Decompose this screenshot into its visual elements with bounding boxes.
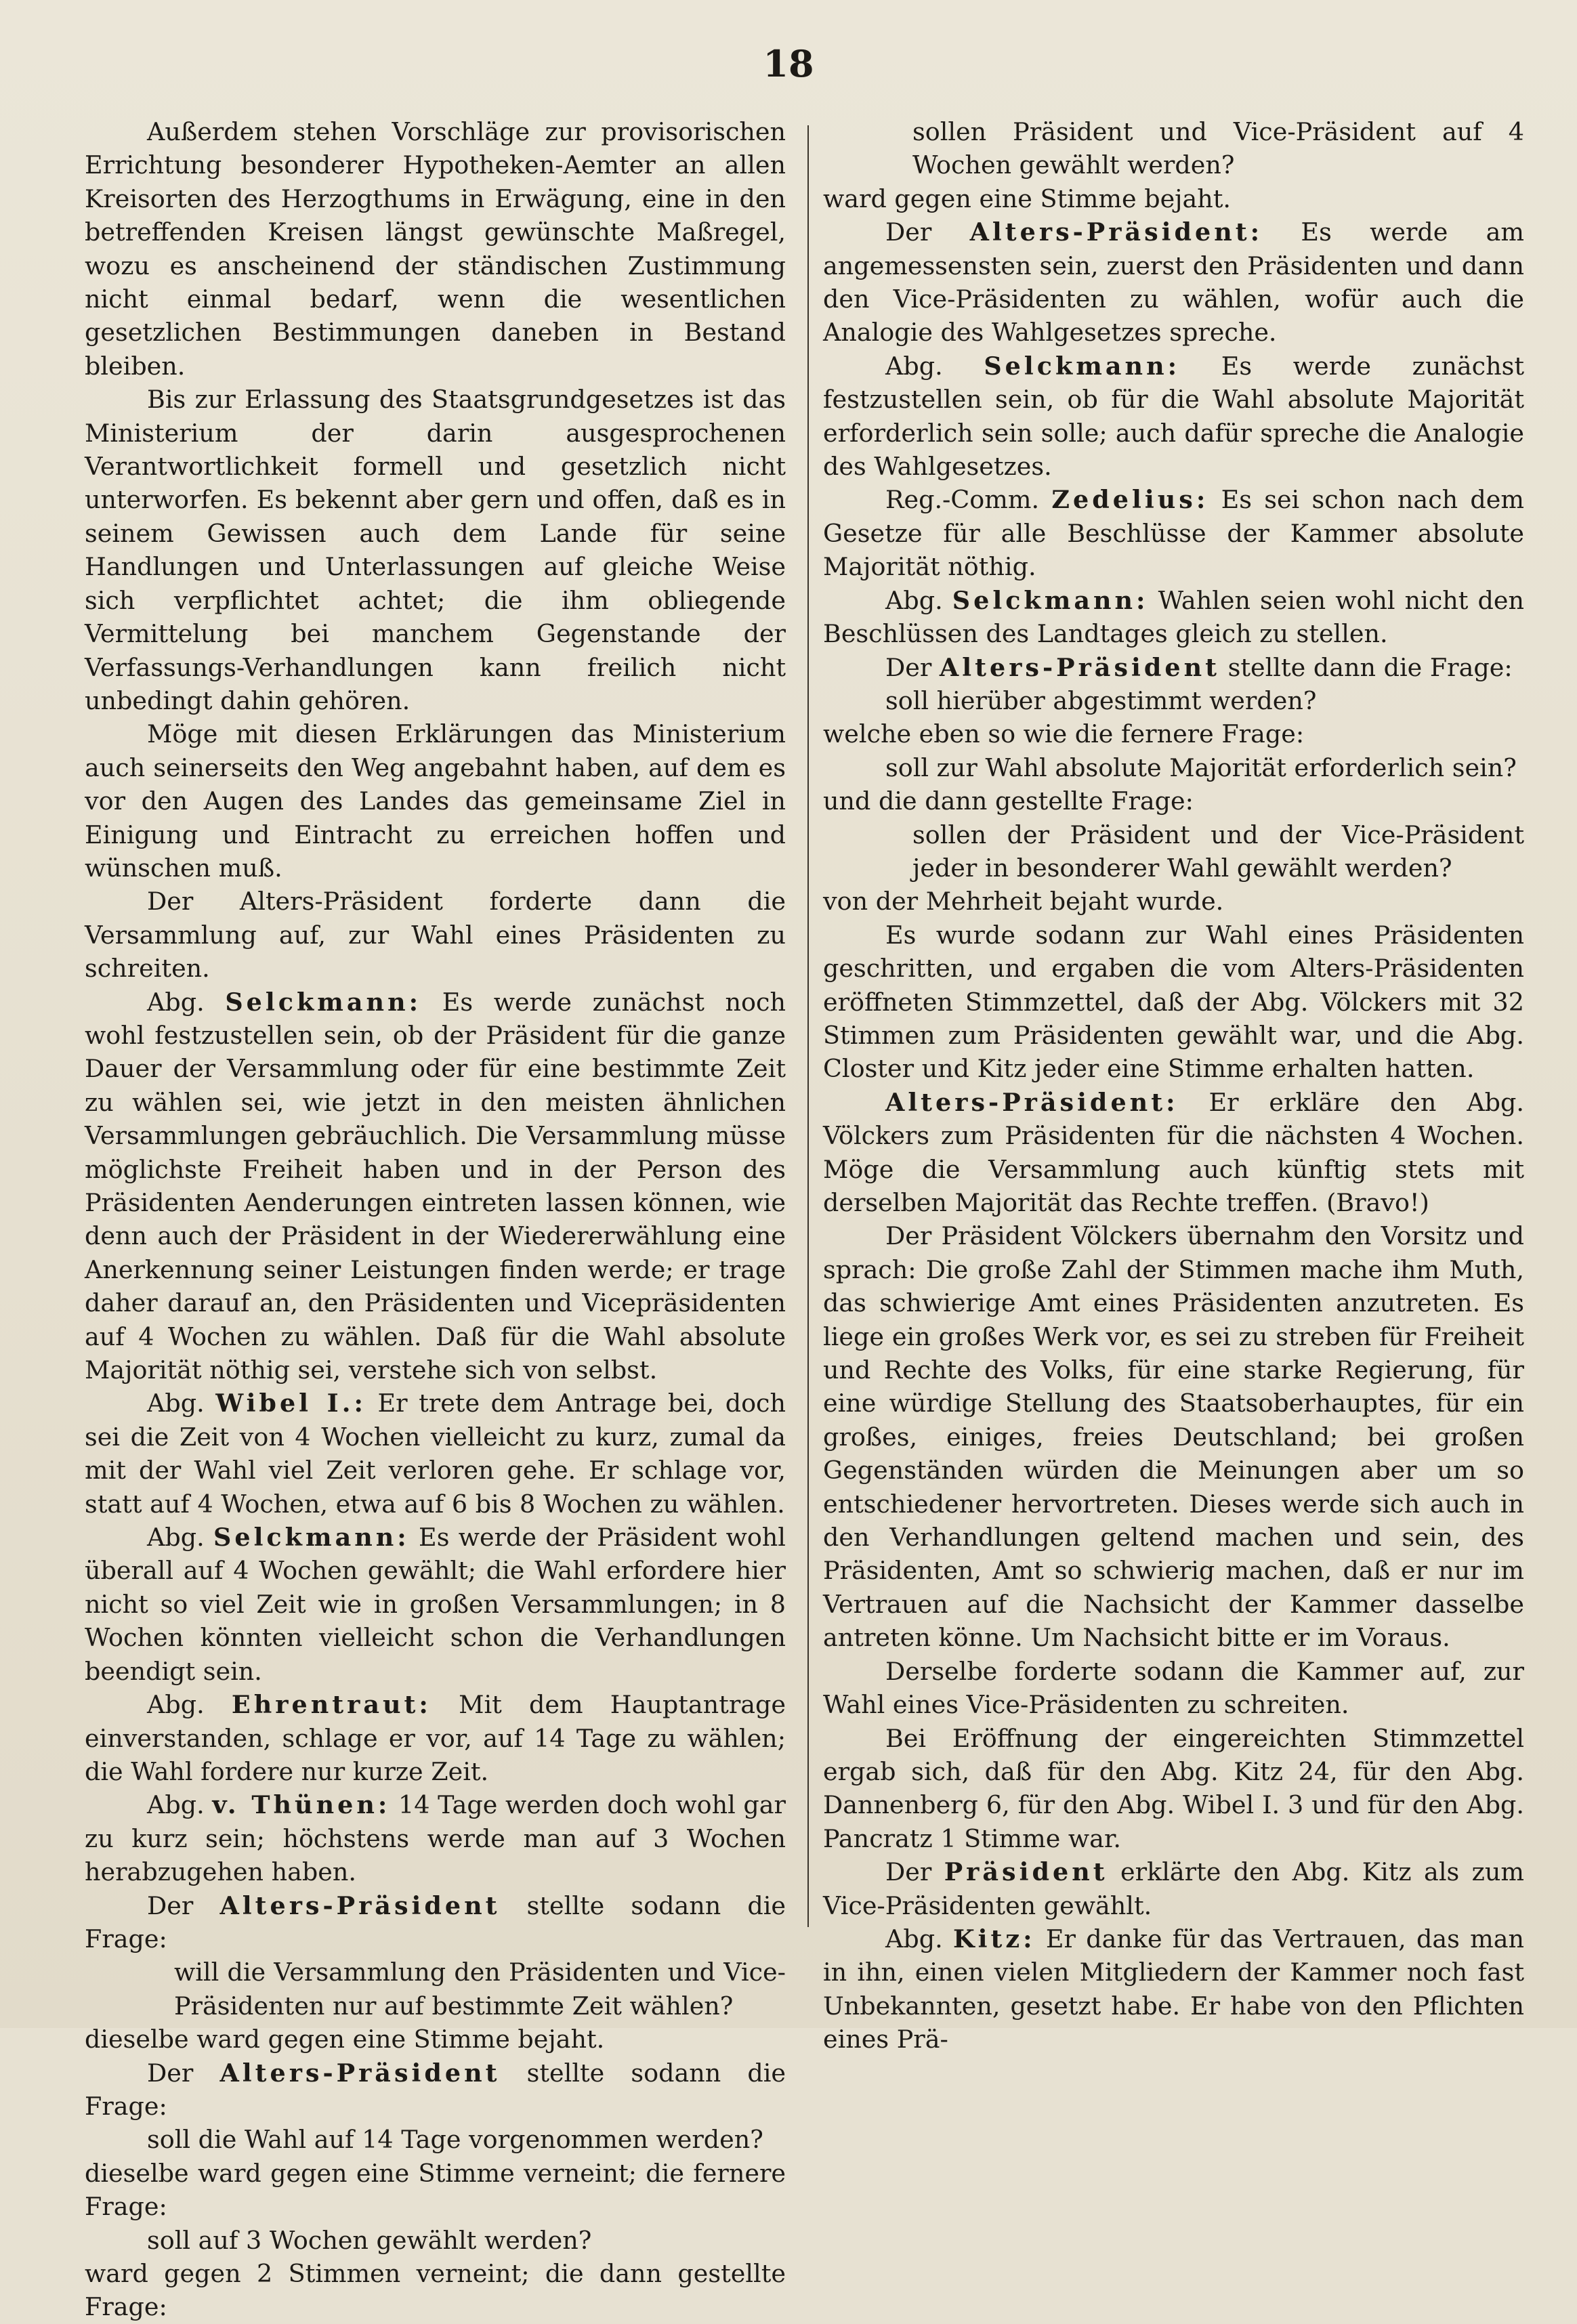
paragraph-text: erklärte den Abg. Kitz als zum Vice-Präsidenten gewählt.	[823, 1857, 1524, 1920]
paragraph	[823, 1922, 1524, 2056]
paragraph-text: Er danke für das Vertrauen, das man in ihn, einen vielen Mitgliedern der Kammer noch fast Unbekannten, gesetzt habe. Er habe von den Pflichten eines Prä-	[823, 1924, 1525, 2054]
paragraph: ward gegen 2 Stimmen verneint; die dann gestellte Frage:	[85, 2259, 786, 2322]
paragraph: Derselbe forderte sodann die Kammer auf, zur Wahl eines Vice-Präsidenten zu schreiten.	[823, 1656, 1524, 1720]
paragraph-text: Es werde der Präsident wohl überall auf 4 Wochen gewählt; die Wahl erfordere hier nicht so viel Zeit wie in großen Versammlungen; in 8 Wochen könnten vielleicht schon die Verhandlungen beendigt sein.	[85, 1523, 786, 1686]
speaker-prefix: Der	[147, 1890, 220, 1920]
paragraph: Es wurde sodann zur Wahl eines Präsidenten geschritten, und ergaben die vom Alters-Präsidenten eröffneten Stimmzettel, daß der Abg. Völckers mit 32 Stimmen zum Präsidenten gewählt war, und die Abg. Closter und Kitz jeder eine Stimme erhalten hatten.	[823, 920, 1524, 1084]
speaker-prefix: Abg.	[885, 585, 952, 615]
paragraph: dieselbe ward gegen eine Stimme bejaht.	[85, 2025, 605, 2054]
speaker-name: Selckmann:	[213, 1523, 410, 1552]
speaker-prefix: Der	[885, 217, 970, 247]
paragraph	[85, 1788, 786, 1888]
paragraph: sollen Präsident und Vice-Präsident auf 4 Wochen gewählt werden?	[912, 117, 1524, 180]
speaker-prefix: Abg.	[147, 1523, 213, 1552]
paragraph-text: Es werde am angemessensten sein, zuerst den Präsidenten und dann den Vice-Präsidenten zu wählen, wofür auch die Analogie des Wahlgesetzes spreche.	[823, 217, 1524, 347]
paragraph: Möge mit diesen Erklärungen das Ministerium auch seinerseits den Weg angebahnt haben, auf dem es vor den Augen des Landes das gemeinsame Ziel in Einigung und Eintracht zu erreichen hoffen und wünschen muß.	[85, 719, 786, 883]
speaker-name: Alters-Präsident:	[969, 217, 1263, 247]
paragraph-text: Es werde zunächst noch wohl festzustellen sein, ob der Präsident für die ganze Dauer der Versammlung oder für eine bestimmte Zeit zu wählen sei, wie jetzt in den meisten ähnlichen Versammlungen gebräuchlich. Die Versammlung müsse möglichste Freiheit haben und in der Person des Präsidenten Aenderungen eintreten lassen können, wie denn auch der Präsident in der Wiedererwählung eine Anerkennung seiner Leistungen finden werde; er trage daher darauf an, den Präsidenten und Vicepräsidenten auf 4 Wochen zu wählen. Daß für die Wahl absolute Majorität nöthig sei, verstehe sich von selbst.	[85, 987, 786, 1385]
speaker-prefix: Der	[885, 652, 940, 682]
paragraph: Bei Eröffnung der eingereichten Stimmzettel ergab sich, daß für den Abg. Kitz 24, für den Abg. Dannenberg 6, für den Abg. Wibel I. 3 und für den Abg. Pancratz 1 Stimme war.	[823, 1723, 1524, 1853]
speaker-prefix: Abg.	[147, 1790, 213, 1820]
paragraph-text: stellte dann die Frage:	[1220, 652, 1513, 682]
speaker-prefix: Reg.-Comm.	[885, 485, 1052, 515]
right-text-column	[823, 115, 1524, 2056]
left-text-column	[85, 115, 786, 2324]
paragraph: Außerdem stehen Vorschläge zur provisorischen Errichtung besonderer Hypotheken-Aemter an allen Kreisorten des Herzogthums in Erwägung, eine in den betreffenden Kreisen längst gewünschte Maßregel, wozu es anscheinend der ständischen Zustimmung nicht einmal bedarf, wenn die wesentlichen gesetzlichen Bestimmungen daneben in Bestand bleiben.	[85, 117, 786, 381]
paragraph: soll zur Wahl absolute Majorität erforderlich sein?	[885, 753, 1517, 782]
speaker-prefix: Abg.	[885, 1924, 953, 1953]
speaker-name: Präsident	[944, 1857, 1108, 1887]
paragraph: Der Präsident Völckers übernahm den Vorsitz und sprach: Die große Zahl der Stimmen mache ihm Muth, das schwierige Amt eines Präsidenten anzutreten. Es liege ein großes Werk vor, es sei zu streben für Freiheit und Rechte des Volks, für eine starke Regierung, für eine würdige Stellung des Staatsoberhauptes, für ein großes, einiges, freies Deutschland; bei großen Gegenständen würden die Meinungen aber um so entschiedener hervortreten. Dieses werde sich auch in den Verhandlungen geltend machen und sein, des Präsidenten, Amt so schwierig machen, daß er nur im Vertrauen auf die Nachsicht der Kammer dasselbe antreten könne. Um Nachsicht bitte er im Voraus.	[823, 1221, 1524, 1653]
page-number: 18	[763, 42, 814, 85]
speaker-name: Zedelius:	[1051, 485, 1209, 515]
speaker-name: v. Thünen:	[212, 1790, 391, 1820]
paragraph: ward gegen eine Stimme bejaht.	[823, 184, 1232, 213]
speaker-name: Alters-Präsident	[219, 2058, 501, 2088]
paragraph	[823, 350, 1524, 484]
speaker-name: Ehrentraut:	[231, 1690, 432, 1720]
paragraph: und die dann gestellte Frage:	[823, 786, 1194, 816]
paragraph	[85, 1688, 786, 1788]
paragraph-text: stellte sodann die Frage:	[85, 1890, 786, 1953]
speaker-name: Wibel I.:	[215, 1389, 366, 1418]
paragraph	[823, 1855, 1524, 1922]
paragraph	[85, 1387, 786, 1521]
paragraph: Bis zur Erlassung des Staatsgrundgesetzes ist das Ministerium der darin ausgesprochenen Verantwortlichkeit formell und gesetzlich nicht unterworfen. Es bekennt aber gern und offen, daß es in seinem Gewissen auch dem Lande für seine Handlungen und Unterlassungen auf gleiche Weise sich verpflichtet achtet; die ihm obliegende Vermittelung bei manchem Gegenstande der Verfassungs-Verhandlungen kann freilich nicht unbedingt dahin gehören.	[85, 385, 786, 715]
speaker-name: Alters-Präsident	[219, 1890, 501, 1920]
paragraph: soll die Wahl auf 14 Tage vorgenommen werden?	[147, 2125, 763, 2155]
paragraph-text: Er erkläre den Abg. Völckers zum Präsidenten für die nächsten 4 Wochen. Möge die Versammlung auch künftig stets mit derselben Majorität das Rechte treffen. (Bravo!)	[823, 1087, 1524, 1217]
speaker-name: Selckmann:	[984, 351, 1181, 381]
paragraph	[823, 215, 1524, 350]
paragraph-text: 14 Tage werden doch wohl gar zu kurz sein; höchstens werde man auf 3 Wochen herabzugehen haben.	[85, 1790, 786, 1887]
paragraph-text: Es werde zunächst festzustellen sein, ob für die Wahl absolute Majorität erforderlich sein solle; auch dafür spreche die Analogie des Wahlgesetzes.	[823, 351, 1524, 482]
paragraph-text: stellte sodann die Frage:	[85, 2058, 786, 2121]
column-divider	[807, 125, 809, 1927]
speaker-prefix: Der	[885, 1857, 944, 1887]
paragraph: will die Versammlung den Präsidenten und Vice-Präsidenten nur auf bestimmte Zeit wählen?	[174, 1958, 786, 2021]
speaker-name: Alters-Präsident	[939, 652, 1221, 682]
speaker-prefix: Abg.	[147, 1690, 232, 1720]
paragraph: von der Mehrheit bejaht wurde.	[823, 887, 1224, 916]
paragraph	[85, 986, 786, 1387]
paragraph	[823, 483, 1524, 583]
paragraph-text: Mit dem Hauptantrage einverstanden, schlage er vor, auf 14 Tage zu wählen; die Wahl fordere nur kurze Zeit.	[85, 1690, 786, 1786]
paragraph-text: Er trete dem Antrage bei, doch sei die Zeit von 4 Wochen vielleicht zu kurz, zumal da mit der Wahl viel Zeit verloren gehe. Er schlage vor, statt auf 4 Wochen, etwa auf 6 bis 8 Wochen zu wählen.	[85, 1389, 786, 1519]
speaker-name: Selckmann:	[225, 987, 422, 1017]
paragraph-text: Es sei schon nach dem Gesetze für alle Beschlüsse der Kammer absolute Majorität nöthig.	[823, 485, 1524, 582]
speaker-prefix: Der	[147, 2058, 220, 2088]
paragraph	[823, 651, 1524, 684]
paragraph-text: Wahlen seien wohl nicht den Beschlüssen des Landtages gleich zu stellen.	[823, 585, 1524, 649]
paragraph: soll hierüber abgestimmt werden?	[885, 685, 1317, 715]
paragraph: soll auf 3 Wochen gewählt werden?	[147, 2225, 592, 2255]
paragraph: dieselbe ward gegen eine Stimme verneint; die fernere Frage:	[85, 2158, 786, 2222]
speaker-name: Selckmann:	[952, 585, 1149, 615]
speaker-name: Alters-Präsident:	[885, 1087, 1179, 1117]
speaker-name: Kitz:	[952, 1924, 1036, 1953]
paragraph	[85, 2056, 786, 2124]
speaker-prefix: Abg.	[147, 987, 226, 1017]
paragraph: welche eben so wie die fernere Frage:	[823, 719, 1305, 749]
paragraph	[85, 1889, 786, 1956]
paragraph	[85, 1521, 786, 1688]
speaker-prefix: Abg.	[885, 351, 984, 381]
speaker-prefix: Abg.	[147, 1389, 216, 1418]
paragraph	[823, 1086, 1524, 1220]
paragraph: sollen der Präsident und der Vice-Präsident jeder in besonderer Wahl gewählt werden?	[912, 820, 1524, 883]
paragraph: Der Alters-Präsident forderte dann die Versammlung auf, zur Wahl eines Präsidenten zu schreiten.	[85, 887, 786, 984]
paragraph	[823, 584, 1524, 651]
